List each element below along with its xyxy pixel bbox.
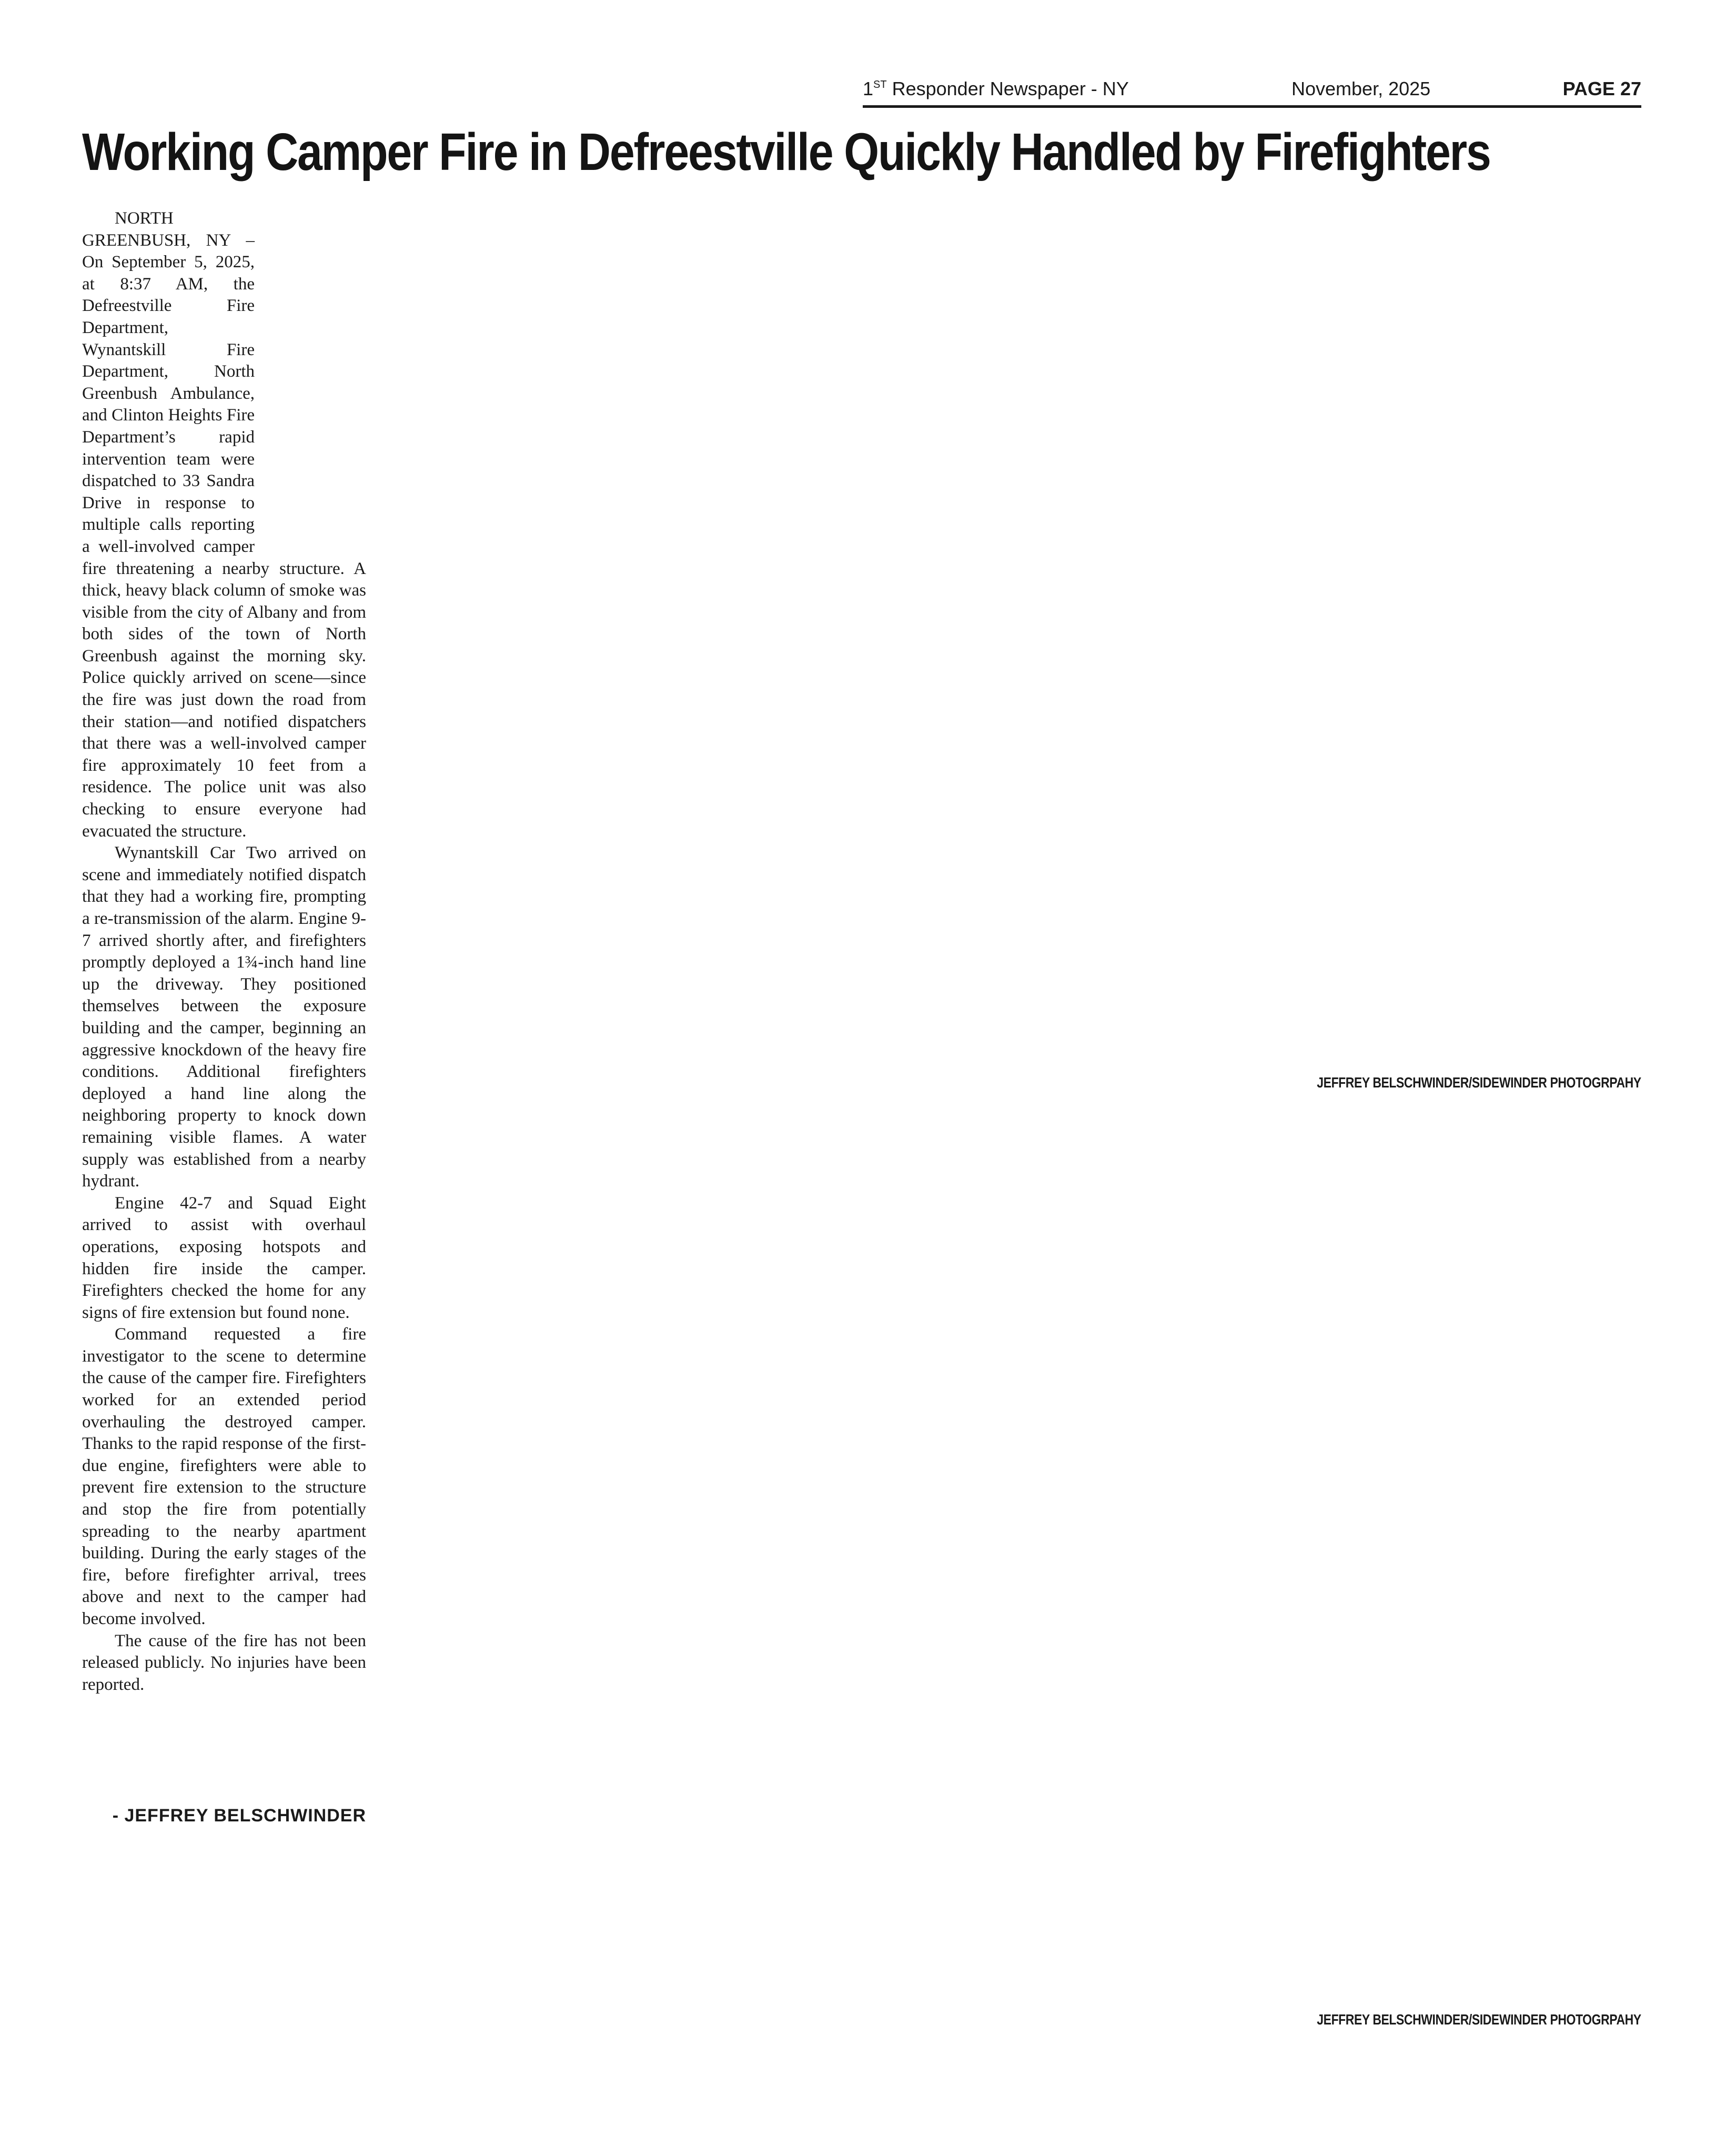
headline: Working Camper Fire in Defreestville Quickly Handled by Firefighters bbox=[82, 123, 1490, 182]
newspaper-name: 1ST Responder Newspaper - NY bbox=[863, 78, 1129, 99]
article-body bbox=[82, 208, 366, 1696]
issue-date: November, 2025 bbox=[1291, 78, 1431, 99]
page-number: PAGE 27 bbox=[1562, 78, 1641, 99]
photo-2 bbox=[395, 1110, 1641, 2010]
photo-credit-2: JEFFREY BELSCHWINDER/SIDEWINDER PHOTOGRPAHY bbox=[1317, 2011, 1641, 2028]
page-header bbox=[863, 76, 1641, 108]
article-paragraph-1: NORTH GREENBUSH, NY – On September 5, 2025, at 8:37 AM, the Defreestville Fire Department, Wynantskill Fire Department, North Greenbush Ambulance, and Clinton Heights Fire Department’s rapid intervention team were dispatched to 33 Sandra Drive in response to multiple calls reporting a well-involved camper fire threatening a nearby structure. A thick, heavy black column of smoke was visible from the city of Albany and from both sides of the town of North Greenbush against the morning sky. Police quickly arrived on scene—since the fire was just down the road from their station—and notified dispatchers that there was a well-involved camper fire approximately 10 feet from a residence. The police unit was also checking to ensure everyone had evacuated the structure. bbox=[82, 209, 366, 841]
photo-credit-1: JEFFREY BELSCHWINDER/SIDEWINDER PHOTOGRPAHY bbox=[1317, 1074, 1641, 1091]
byline: - JEFFREY BELSCHWINDER bbox=[112, 1806, 366, 1826]
photo-1 bbox=[258, 208, 1641, 1071]
article-paragraph-5: The cause of the fire has not been released publicly. No injuries have been reported. bbox=[82, 1631, 366, 1694]
article-paragraph-4: Command requested a fire investigator to the scene to determine the cause of the camper fire. Firefighters worked for an extended period overhauling the destroyed camper. Thanks to the rapid response of the first-due engine, firefighters were able to prevent fire extension to the structure and stop the fire from potentially spreading to the nearby apartment building. During the early stages of the fire, before firefighter arrival, trees above and next to the camper had become involved. bbox=[82, 1325, 366, 1628]
article-paragraph-3: Engine 42-7 and Squad Eight arrived to assist with overhaul operations, exposing hotspots and hidden fire inside the camper. Firefighters checked the home for any signs of fire extension but found none. bbox=[82, 1193, 366, 1322]
article-paragraph-2: Wynantskill Car Two arrived on scene and immediately notified dispatch that they had a working fire, prompting a re-transmission of the alarm. Engine 9-7 arrived shortly after, and firefighters promptly deployed a 1¾-inch hand line up the driveway. They positioned themselves between the exposure building and the camper, beginning an aggressive knockdown of the heavy fire conditions. Additional firefighters deployed a hand line along the neighboring property to knock down remaining visible flames. A water supply was established from a nearby hydrant. bbox=[82, 843, 366, 1191]
